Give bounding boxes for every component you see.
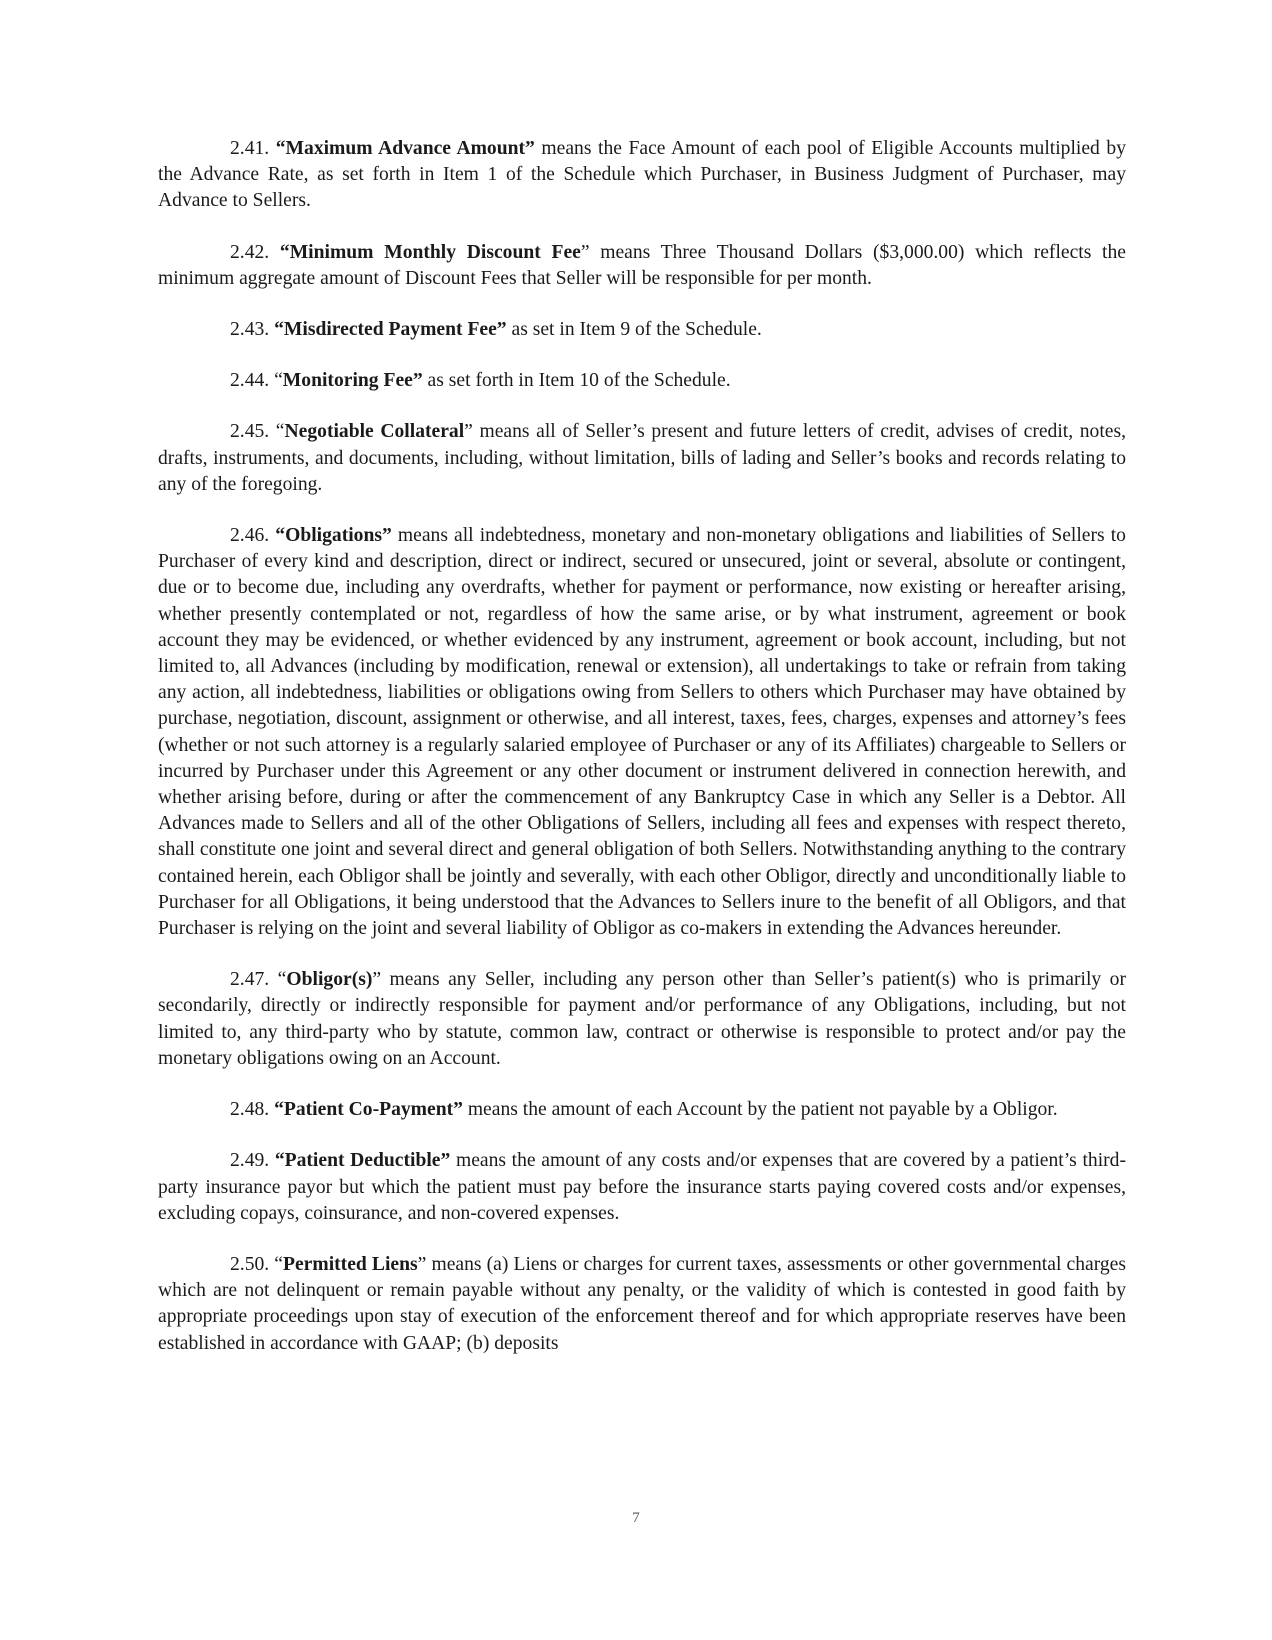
definition-2-43: [158, 317, 1126, 343]
defined-term: “Obligations”: [275, 525, 392, 547]
definition-2-50: [158, 1252, 1126, 1357]
clause-number: 2.45. “: [230, 421, 285, 443]
document-body: [158, 136, 1126, 1382]
clause-number: 2.50. “: [230, 1253, 284, 1275]
definition-text: as set in Item 9 of the Schedule.: [506, 319, 762, 341]
defined-term: “Misdirected Payment Fee”: [274, 319, 507, 341]
defined-term: Monitoring Fee”: [282, 370, 423, 392]
definition-text: ” means Three Thousand Dollars ($3,000.00) which reflects the minimum aggregate amount of Discount Fees that Seller will be responsible for per month.: [158, 241, 1126, 289]
definition-text: ” means all of Seller’s present and future letters of credit, advises of credit, notes, drafts, instruments, and documents, including, without limitation, bills of lading and Seller’s books and records relating to any of the foregoing.: [158, 421, 1126, 495]
definition-text: means the Face Amount of each pool of Eligible Accounts multiplied by the Advance Rate, as set forth in Item 1 of the Schedule which Purchaser, in Business Judgment of Purchaser, may Advance to Sellers.: [158, 138, 1126, 212]
page-number: 7: [632, 1510, 640, 1526]
definition-text: means the amount of any costs and/or expenses that are covered by a patient’s third-party insurance payor but which the patient must pay before the insurance starts paying covered costs and/or expenses, excluding copays, coinsurance, and non-covered expenses.: [158, 1150, 1126, 1224]
clause-number: 2.48.: [230, 1099, 270, 1121]
definition-text: ” means (a) Liens or charges for current taxes, assessments or other governmental charges which are not delinquent or remain payable without any penalty, or the validity of which is contested in good faith by appropriate proceedings upon stay of execution of the enforcement thereof and for which appropriate reserves have been established in accordance with GAAP; (b) deposits: [158, 1253, 1126, 1354]
definition-text: ” means any Seller, including any person other than Seller’s patient(s) who is primarily or secondarily, directly or indirectly responsible for payment and/or performance of any Obligations, including, but not limited to, any third-party who by statute, common law, contract or otherwise is responsible to protect and/or pay the monetary obligations owing on an Account.: [158, 969, 1126, 1069]
clause-number: 2.44. “: [230, 370, 283, 392]
definition-2-41: [158, 136, 1126, 215]
defined-term: “Maximum Advance Amount”: [275, 138, 535, 159]
clause-number: 2.49.: [230, 1150, 270, 1172]
defined-term: “Patient Co-Payment”: [274, 1099, 463, 1121]
defined-term: Negotiable Collateral: [284, 421, 465, 443]
clause-number: 2.46.: [230, 525, 270, 547]
defined-term: “Minimum Monthly Discount Fee: [279, 241, 581, 263]
defined-term: Obligor(s): [286, 969, 373, 991]
definition-2-44: [158, 368, 1126, 394]
definition-2-49: [158, 1148, 1126, 1227]
defined-term: Permitted Liens: [283, 1253, 418, 1275]
definition-2-47: [158, 967, 1126, 1072]
clause-number: 2.41.: [230, 138, 270, 159]
definition-2-45: [158, 419, 1126, 498]
definition-2-46: [158, 523, 1126, 942]
clause-number: 2.42.: [230, 241, 270, 263]
definition-text: means the amount of each Account by the patient not payable by a Obligor.: [462, 1099, 1058, 1121]
definition-text: means all indebtedness, monetary and non-monetary obligations and liabilities of Sellers to Purchaser of every kind and description, direct or indirect, secured or unsecured, joint or several, absolute or contingent, due or to become due, including any overdrafts, whether for payment or performance, now existing or hereafter arising, whether presently contemplated or not, regardless of how the same arise, or by what instrument, agreement or book account they may be evidenced, or whether evidenced by any instrument, agreement or book account, including, but not limited to, all Advances (including by modification, renewal or extension), all undertakings to take or refrain from taking any action, all indebtedness, liabilities or obligations owing from Sellers to others which Purchaser may have obtained by purchase, negotiation, discount, assignment or otherwise, and all interest, taxes, fees, charges, expenses and attorney’s fees (whether or not such attorney is a regularly salaried employee of Purchaser or any of its Affiliates) chargeable to Sellers or incurred by Purchaser under this Agreement or any other document or instrument delivered in connection herewith, and whether arising before, during or after the commencement of any Bankruptcy Case in which any Seller is a Debtor. All Advances made to Sellers and all of the other Obligations of Sellers, including all fees and expenses with respect thereto, shall constitute one joint and several direct and general obligation of both Sellers. Notwithstanding anything to the contrary contained herein, each Obligor shall be jointly and severally, with each other Obligor, directly and unconditionally liable to Purchaser for all Obligations, it being understood that the Advances to Sellers inure to the benefit of all Obligors, and that Purchaser is relying on the joint and several liability of Obligor as co-makers in extending the Advances hereunder.: [158, 525, 1126, 940]
defined-term: “Patient Deductible”: [274, 1150, 451, 1172]
clause-number: 2.43.: [230, 319, 270, 341]
definition-2-42: [158, 240, 1126, 292]
definition-text: as set forth in Item 10 of the Schedule.: [422, 370, 731, 392]
definition-2-48: [158, 1097, 1126, 1123]
clause-number: 2.47. “: [230, 969, 287, 991]
